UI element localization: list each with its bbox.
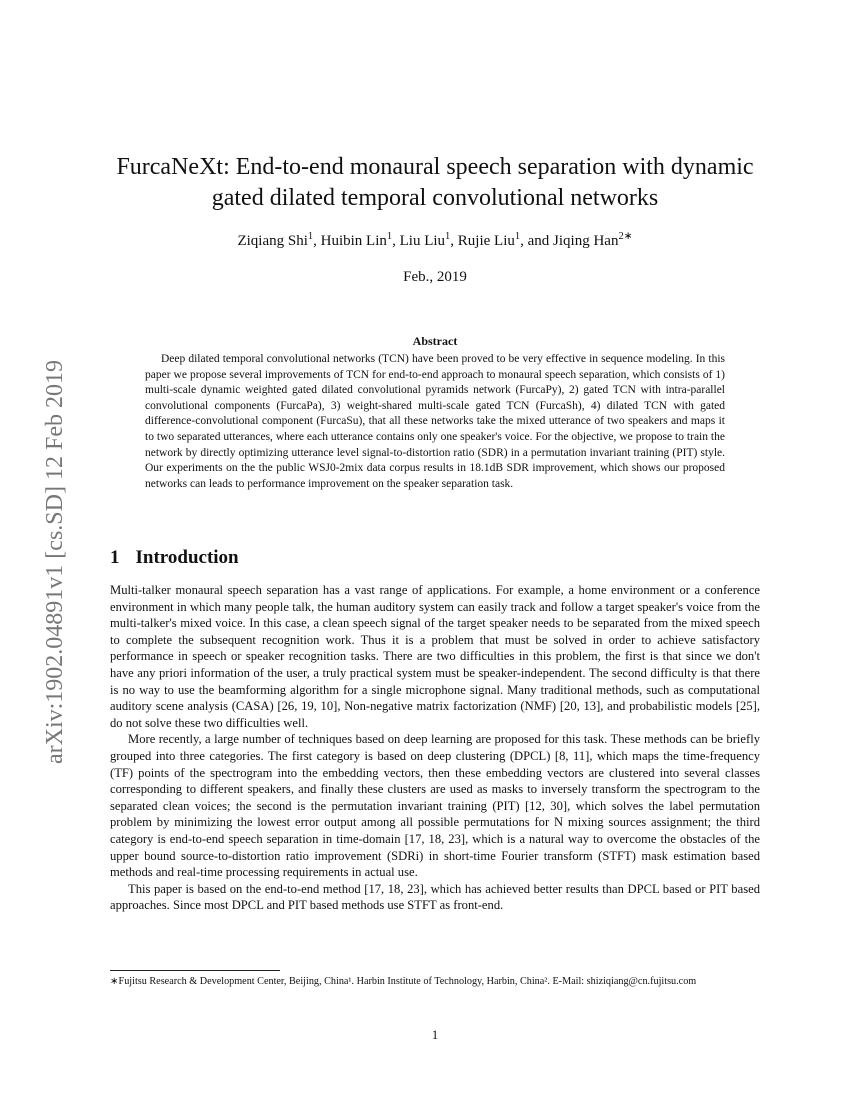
- abstract-heading: Abstract: [412, 334, 458, 348]
- publication-date: Feb., 2019: [403, 269, 467, 285]
- introduction-body: [110, 582, 760, 914]
- author: Ziqiang Shi$^1$: [237, 231, 314, 249]
- footnote-divider: [110, 970, 280, 971]
- section-title: Introduction: [135, 547, 239, 568]
- author: Liu Liu$^1$: [399, 231, 451, 249]
- author: Huibin Lin$^1$: [320, 231, 393, 249]
- abstract-text: Deep dilated temporal convolutional networks (TCN) have been proved to be very effective in sequence modeling. In this paper we propose several improvements of TCN for end-to-end approach to monaural speech separation, which consists of 1) multi-scale dynamic weighted gated dilated convolutional pyramids network (FurcaPy), 2) gated TCN with intra-parallel convolutional components (FurcaPa), 3) weight-shared multi-scale gated TCN (FurcaSh), 4) dilated TCN with gated difference-convolutional component (FurcaSu), that all these networks take the mixed utterance of two speakers and maps it to two separated utterances, where each utterance contains only one speaker's voice. For the objective, we propose to train the network by directly optimizing utterance level signal-to-distortion ratio (SDR) in a permutation invariant training (PIT) style. Our experiments on the the public WSJ0-2mix data corpus results in 18.1dB SDR improvement, which shows our proposed networks can leads to performance improvement on the speaker separation task.: [145, 353, 725, 490]
- page-number: 1: [431, 1028, 439, 1042]
- arxiv-identifier[interactable]: arXiv:1902.04891v1 [cs.SD] 12 Feb 2019: [42, 360, 68, 764]
- paper-title: [110, 152, 760, 214]
- title-line-2: gated dilated temporal convolutional networks: [211, 185, 659, 211]
- author: Jiqing Han$^{2∗}$: [553, 231, 633, 249]
- author-list: Ziqiang Shi$^1$, Huibin Lin$^1$, Liu Liu$^1$, Rujie Liu$^1$, and Jiqing Han$^{2∗}$: [237, 231, 633, 249]
- section-number: 1: [110, 547, 120, 568]
- paragraph: More recently, a large number of techniques based on deep learning are proposed for this task. These methods can be briefly grouped into three categories. The first category is based on deep clustering (DPCL) [8, 11], which maps the time-frequency (TF) points of the spectrogram into the embedding vectors, then these embedding vectors are clustered into several classes corresponding to different speakers, and finally these clusters are used as masks to inversely transform the spectrogram to the separated clean voices; the second is the permutation invariant training (PIT) [12, 30], which solves the label permutation problem by minimizing the lowest error output among all possible permutations for N mixing sources assignment; the third category is end-to-end speech separation in time-domain [17, 18, 23], which is a natural way to overcome the obstacles of the upper bound source-to-distortion ratio improvement (SDRi) in short-time Fourier transform (STFT) mask estimation based methods and real-time processing requirements in actual use.: [110, 732, 760, 880]
- title-line-1: FurcaNeXt: End-to-end monaural speech separation with dynamic: [116, 154, 754, 180]
- paragraph: This paper is based on the end-to-end method [17, 18, 23], which has achieved better results than DPCL based or PIT based approaches. Since most DPCL and PIT based methods use STFT as front-end.: [110, 881, 760, 913]
- affiliation-footnote: ∗Fujitsu Research & Development Center, Beijing, China¹. Harbin Institute of Technology, Harbin, China². E-Mail: shiziqiang@cn.fujitsu.com: [110, 976, 697, 987]
- arxiv-identifier-margin: [14, 268, 68, 764]
- section-heading: [110, 546, 239, 570]
- paragraph: Multi-talker monaural speech separation has a vast range of applications. For example, a home environment or a conference environment in which many people talk, the human auditory system can easily track and follow a target speaker's voice from the multi-talker's mixed voice. In this case, a clean speech signal of the target speaker needs to be separated from the mixed speech to complete the subsequent recognition work. Thus it is a problem that must be solved in order to achieve satisfactory performance in speech or speaker recognition tasks. There are two difficulties in this problem, the first is that since we don't have any priori information of the user, a truly practical system must be speaker-independent. The second difficulty is that there is no way to use the beamforming algorithm for a single microphone signal. Many traditional methods, such as computational auditory scene analysis (CASA) [26, 19, 10], Non-negative matrix factorization (NMF) [20, 13], and probabilistic models [25], do not solve these two difficulties well.: [110, 583, 760, 730]
- author: Rujie Liu$^1$: [457, 231, 521, 249]
